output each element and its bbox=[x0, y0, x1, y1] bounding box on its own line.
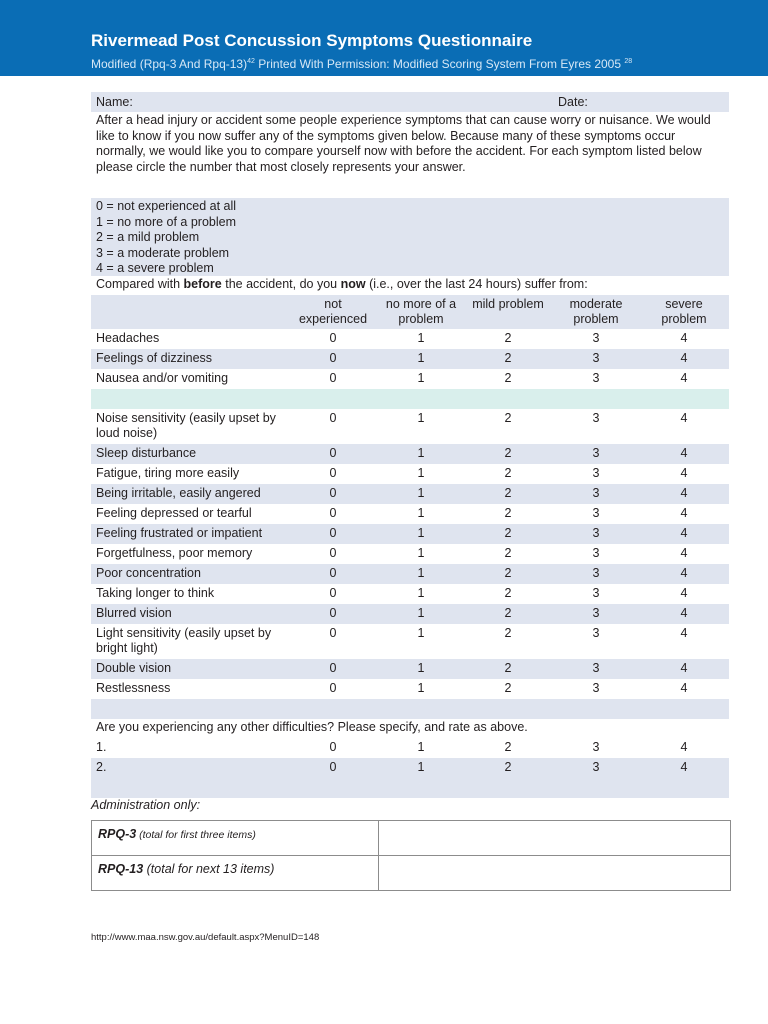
rating-option-3[interactable]: 3 bbox=[592, 526, 600, 540]
symptom-group-rpq13 bbox=[91, 409, 729, 699]
rating-option-4[interactable]: 4 bbox=[680, 506, 688, 520]
rating-option-4[interactable]: 4 bbox=[680, 681, 688, 695]
rating-option-0[interactable]: 0 bbox=[329, 626, 337, 640]
col-header-line: severe bbox=[665, 297, 703, 311]
col-header-no-more bbox=[376, 297, 466, 327]
rating-option-2[interactable]: 2 bbox=[504, 446, 512, 460]
rating-option-3[interactable]: 3 bbox=[592, 681, 600, 695]
rating-option-3[interactable]: 3 bbox=[592, 740, 600, 754]
symptom-label: Noise sensitivity (easily upset by loud noise) bbox=[96, 411, 276, 440]
rating-option-4[interactable]: 4 bbox=[680, 446, 688, 460]
symptom-label: Feeling frustrated or impatient bbox=[96, 526, 263, 540]
rating-option-1[interactable]: 1 bbox=[417, 606, 425, 620]
instructions: After a head injury or accident some people experience symptoms that can cause worry or nuisance. We would like to know if you now suffer any of the symptoms given below. Because many of these symptoms occur normally, we would like you to compare yourself now with before the accident. For each symptom listed below please circle the number that most closely represents your answer. bbox=[96, 113, 711, 174]
symptom-label: Feeling depressed or tearful bbox=[96, 506, 252, 520]
rating-option-0[interactable]: 0 bbox=[329, 546, 337, 560]
rating-option-1[interactable]: 1 bbox=[417, 661, 425, 675]
subtitle-text-2: Printed With Permission: Modified Scoring System From Eyres 2005 bbox=[254, 57, 625, 71]
scale-item: 3 = a moderate problem bbox=[96, 245, 230, 260]
rating-option-3[interactable]: 3 bbox=[592, 351, 600, 365]
other-difficulties bbox=[91, 738, 729, 778]
symptom-label: Headaches bbox=[96, 331, 160, 345]
symptom-label: 2. bbox=[96, 760, 107, 774]
symptom-label: Feelings of dizziness bbox=[96, 351, 213, 365]
group-separator bbox=[91, 778, 729, 798]
rating-option-2[interactable]: 2 bbox=[504, 606, 512, 620]
rating-option-2[interactable]: 2 bbox=[504, 466, 512, 480]
rating-option-4[interactable]: 4 bbox=[680, 606, 688, 620]
scale-item: 1 = no more of a problem bbox=[96, 214, 237, 229]
symptom-row bbox=[91, 329, 729, 349]
symptom-row bbox=[91, 564, 729, 584]
symptom-label: Being irritable, easily angered bbox=[96, 486, 261, 500]
rating-option-1[interactable]: 1 bbox=[417, 466, 425, 480]
rating-option-1[interactable]: 1 bbox=[417, 411, 425, 425]
col-header-line: problem bbox=[661, 312, 707, 326]
rating-option-1[interactable]: 1 bbox=[417, 446, 425, 460]
subtitle-ref-1: 42 bbox=[247, 58, 255, 65]
admin-row-rpq3 bbox=[92, 821, 731, 856]
subtitle-ref-2: 28 bbox=[624, 58, 633, 65]
symptom-row bbox=[91, 369, 729, 389]
symptom-row bbox=[91, 758, 729, 778]
rating-option-3[interactable]: 3 bbox=[592, 371, 600, 385]
rating-option-3[interactable]: 3 bbox=[592, 566, 600, 580]
rpq3-label: RPQ-3 bbox=[98, 827, 137, 841]
date-label: Date: bbox=[558, 95, 588, 109]
rating-option-4[interactable]: 4 bbox=[680, 546, 688, 560]
rating-option-3[interactable]: 3 bbox=[592, 606, 600, 620]
symptom-row bbox=[91, 738, 729, 758]
rating-option-0[interactable]: 0 bbox=[329, 586, 337, 600]
symptom-row bbox=[91, 444, 729, 464]
rating-option-0[interactable]: 0 bbox=[329, 351, 337, 365]
symptom-row bbox=[91, 409, 729, 444]
rating-option-0[interactable]: 0 bbox=[329, 526, 337, 540]
symptom-row bbox=[91, 504, 729, 524]
rating-option-3[interactable]: 3 bbox=[592, 466, 600, 480]
admin-title: Administration only: bbox=[91, 798, 201, 812]
rating-option-0[interactable]: 0 bbox=[329, 606, 337, 620]
group-separator bbox=[91, 699, 729, 719]
symptom-row bbox=[91, 524, 729, 544]
questionnaire bbox=[91, 92, 729, 798]
admin-table bbox=[91, 820, 731, 891]
rating-option-0[interactable]: 0 bbox=[329, 446, 337, 460]
rating-option-0[interactable]: 0 bbox=[329, 661, 337, 675]
rating-option-2[interactable]: 2 bbox=[504, 566, 512, 580]
rating-option-1[interactable]: 1 bbox=[417, 371, 425, 385]
symptom-row bbox=[91, 604, 729, 624]
col-header-severe bbox=[639, 297, 729, 327]
col-header-not-experienced bbox=[288, 297, 378, 327]
rating-option-2[interactable]: 2 bbox=[504, 626, 512, 640]
symptom-group-rpq3 bbox=[91, 329, 729, 389]
rpq13-total-field[interactable] bbox=[379, 856, 731, 891]
name-label: Name: bbox=[96, 95, 133, 109]
rpq3-total-field[interactable] bbox=[379, 821, 731, 856]
symptom-row bbox=[91, 584, 729, 604]
admin-row-rpq13 bbox=[92, 856, 731, 891]
rating-option-4[interactable]: 4 bbox=[680, 371, 688, 385]
rating-option-2[interactable]: 2 bbox=[504, 411, 512, 425]
group-separator bbox=[91, 389, 729, 409]
rating-option-1[interactable]: 1 bbox=[417, 740, 425, 754]
symptom-label: Sleep disturbance bbox=[96, 446, 197, 460]
symptom-label: Light sensitivity (easily upset by bright light) bbox=[96, 626, 272, 655]
rpq3-note: (total for first three items) bbox=[136, 829, 256, 841]
rating-option-1[interactable]: 1 bbox=[417, 586, 425, 600]
rating-option-4[interactable]: 4 bbox=[680, 486, 688, 500]
page-title: Rivermead Post Concussion Symptoms Questionnaire bbox=[91, 31, 533, 50]
col-header-line: mild problem bbox=[472, 297, 544, 311]
compared-text: Compared with bbox=[96, 277, 184, 291]
col-header-moderate bbox=[551, 297, 641, 327]
rating-option-4[interactable]: 4 bbox=[680, 626, 688, 640]
col-header-mild bbox=[463, 297, 553, 312]
symptom-label: Restlessness bbox=[96, 681, 171, 695]
rating-option-4[interactable]: 4 bbox=[680, 586, 688, 600]
rating-scale bbox=[91, 198, 729, 276]
col-header-line: experienced bbox=[298, 312, 368, 326]
rating-option-1[interactable]: 1 bbox=[417, 626, 425, 640]
symptom-row bbox=[91, 679, 729, 699]
rpq13-label: RPQ-13 bbox=[98, 862, 144, 876]
rating-option-4[interactable]: 4 bbox=[680, 526, 688, 540]
compared-text: the accident, do you bbox=[221, 277, 341, 291]
symptom-label: Blurred vision bbox=[96, 606, 172, 620]
rating-option-1[interactable]: 1 bbox=[417, 681, 425, 695]
rating-option-2[interactable]: 2 bbox=[504, 486, 512, 500]
rating-option-1[interactable]: 1 bbox=[417, 486, 425, 500]
rating-option-4[interactable]: 4 bbox=[680, 466, 688, 480]
rating-option-3[interactable]: 3 bbox=[592, 506, 600, 520]
rating-option-0[interactable]: 0 bbox=[329, 331, 337, 345]
symptom-row bbox=[91, 659, 729, 679]
rating-option-1[interactable]: 1 bbox=[417, 546, 425, 560]
rating-option-2[interactable]: 2 bbox=[504, 661, 512, 675]
rating-option-4[interactable]: 4 bbox=[680, 331, 688, 345]
other-difficulties-prompt: Are you experiencing any other difficulties? Please specify, and rate as above. bbox=[96, 720, 528, 734]
symptom-label: 1. bbox=[96, 740, 107, 754]
subtitle-text-1: Modified (Rpq-3 And Rpq-13) bbox=[91, 57, 248, 71]
rating-option-3[interactable]: 3 bbox=[592, 546, 600, 560]
rating-option-2[interactable]: 2 bbox=[504, 371, 512, 385]
rating-option-2[interactable]: 2 bbox=[504, 526, 512, 540]
rating-option-3[interactable]: 3 bbox=[592, 760, 600, 774]
symptom-row bbox=[91, 624, 729, 659]
symptom-label: Nausea and/or vomiting bbox=[96, 371, 229, 385]
rating-option-3[interactable]: 3 bbox=[592, 586, 600, 600]
rating-option-3[interactable]: 3 bbox=[592, 486, 600, 500]
column-headers bbox=[91, 295, 729, 329]
rating-option-1[interactable]: 1 bbox=[417, 331, 425, 345]
symptom-label: Fatigue, tiring more easily bbox=[96, 466, 240, 480]
compared-before: before bbox=[183, 277, 222, 291]
compared-prompt bbox=[91, 276, 729, 295]
col-header-line: problem bbox=[398, 312, 444, 326]
rating-option-1[interactable]: 1 bbox=[417, 566, 425, 580]
symptom-row bbox=[91, 464, 729, 484]
rating-option-0[interactable]: 0 bbox=[329, 681, 337, 695]
col-header-line: no more of a bbox=[385, 297, 457, 311]
compared-now: now bbox=[340, 277, 366, 291]
rating-option-2[interactable]: 2 bbox=[504, 740, 512, 754]
rating-option-0[interactable]: 0 bbox=[329, 466, 337, 480]
rpq13-note: (total for next 13 items) bbox=[143, 862, 275, 876]
rating-option-4[interactable]: 4 bbox=[680, 661, 688, 675]
col-header-line: moderate bbox=[569, 297, 623, 311]
scale-item: 4 = a severe problem bbox=[96, 261, 214, 275]
rating-option-0[interactable]: 0 bbox=[329, 411, 337, 425]
page-header bbox=[0, 0, 768, 76]
rating-option-1[interactable]: 1 bbox=[417, 526, 425, 540]
symptom-label: Taking longer to think bbox=[96, 586, 215, 600]
rating-option-2[interactable]: 2 bbox=[504, 760, 512, 774]
rpq3-label-cell bbox=[92, 821, 379, 856]
rating-option-3[interactable]: 3 bbox=[592, 661, 600, 675]
rating-option-4[interactable]: 4 bbox=[680, 411, 688, 425]
rating-option-3[interactable]: 3 bbox=[592, 626, 600, 640]
col-header-line: not bbox=[324, 297, 342, 311]
rating-option-3[interactable]: 3 bbox=[592, 331, 600, 345]
compared-text: (i.e., over the last 24 hours) suffer from: bbox=[365, 277, 588, 291]
symptom-label: Double vision bbox=[96, 661, 172, 675]
symptom-row bbox=[91, 349, 729, 369]
rating-option-0[interactable]: 0 bbox=[329, 486, 337, 500]
rating-option-1[interactable]: 1 bbox=[417, 760, 425, 774]
scale-item: 0 = not experienced at all bbox=[96, 199, 237, 213]
rating-option-0[interactable]: 0 bbox=[329, 760, 337, 774]
col-header-line: problem bbox=[573, 312, 619, 326]
rating-option-2[interactable]: 2 bbox=[504, 351, 512, 365]
symptom-label: Forgetfulness, poor memory bbox=[96, 546, 253, 560]
rating-option-1[interactable]: 1 bbox=[417, 506, 425, 520]
rating-option-2[interactable]: 2 bbox=[504, 331, 512, 345]
symptom-row bbox=[91, 544, 729, 564]
rpq13-label-cell bbox=[92, 856, 379, 891]
rating-option-2[interactable]: 2 bbox=[504, 586, 512, 600]
rating-option-3[interactable]: 3 bbox=[592, 411, 600, 425]
rating-option-0[interactable]: 0 bbox=[329, 371, 337, 385]
rating-option-2[interactable]: 2 bbox=[504, 546, 512, 560]
rating-option-2[interactable]: 2 bbox=[504, 681, 512, 695]
scale-item: 2 = a mild problem bbox=[96, 230, 200, 244]
symptom-row bbox=[91, 484, 729, 504]
rating-option-2[interactable]: 2 bbox=[504, 506, 512, 520]
rating-option-3[interactable]: 3 bbox=[592, 446, 600, 460]
rating-option-1[interactable]: 1 bbox=[417, 351, 425, 365]
rating-option-0[interactable]: 0 bbox=[329, 566, 337, 580]
page-subtitle bbox=[91, 57, 632, 71]
footer-url: http://www.maa.nsw.gov.au/default.aspx?MenuID=148 bbox=[91, 932, 320, 943]
rating-option-4[interactable]: 4 bbox=[680, 566, 688, 580]
rating-option-0[interactable]: 0 bbox=[329, 740, 337, 754]
symptom-label: Poor concentration bbox=[96, 566, 201, 580]
rating-option-4[interactable]: 4 bbox=[680, 760, 688, 774]
rating-option-0[interactable]: 0 bbox=[329, 506, 337, 520]
name-date-row bbox=[91, 92, 729, 112]
rating-option-4[interactable]: 4 bbox=[680, 351, 688, 365]
rating-option-4[interactable]: 4 bbox=[680, 740, 688, 754]
